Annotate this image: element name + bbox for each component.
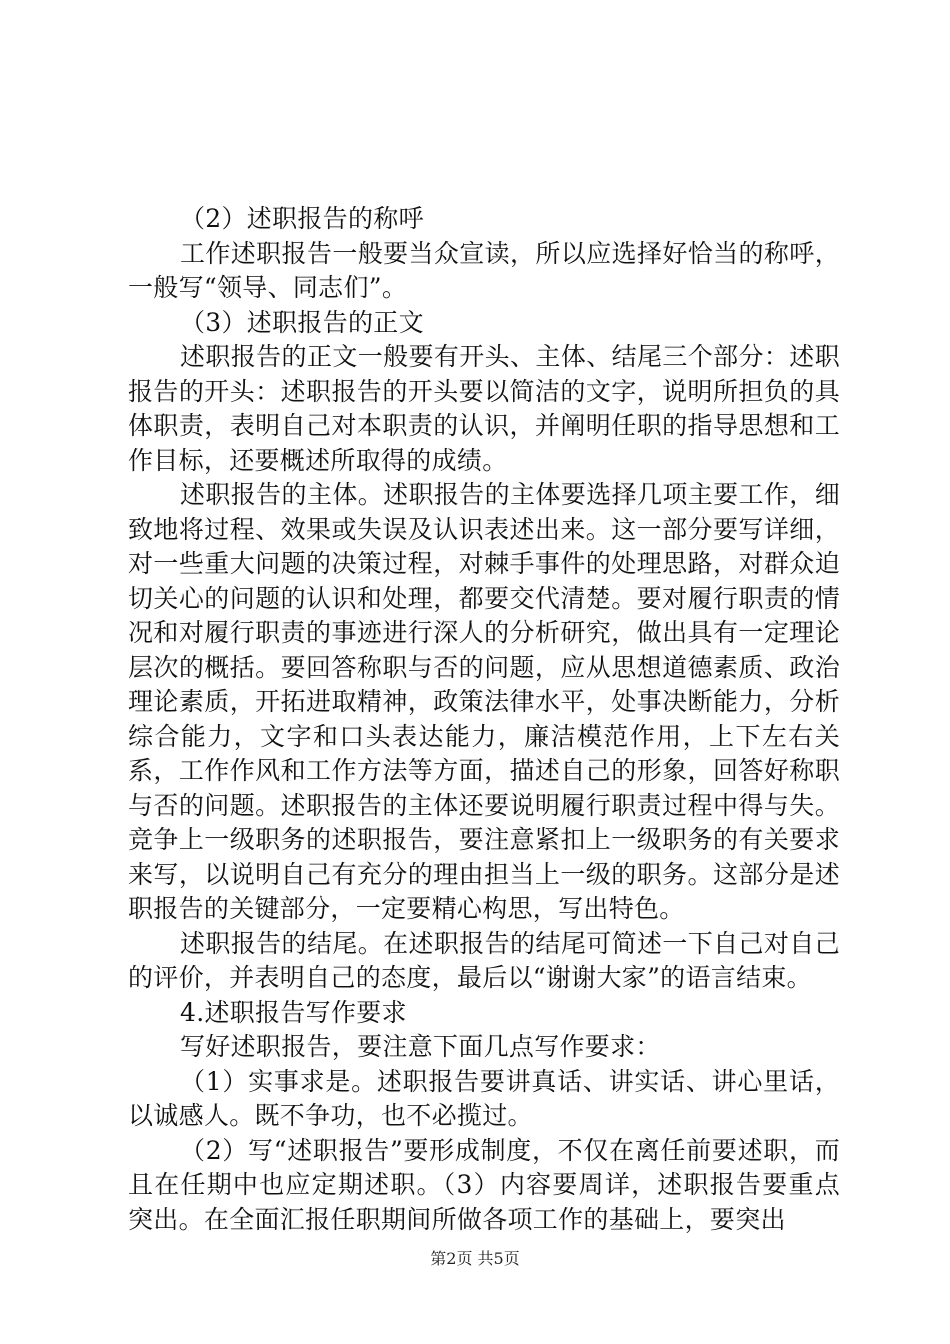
section-heading-main-text: （3）述职报告的正文 [180, 307, 424, 337]
paragraph-main-text-intro: 述职报告的正文一般要有开头、主体、结尾三个部分：述职报告的开头：述职报告的开头要以简洁的文字，说明所担负的具体职责，表明自己对本职责的认识，并阐明任职的指导思想和工作目标，还要概述所取得的成绩。 [128, 342, 840, 475]
page-footer: 第2页 共5页 [430, 1249, 520, 1268]
paragraph-requirement-2-3: （2）写“述职报告”要形成制度，不仅在离任前要述职，而且在任期中也应定期述职。（3）内容要周详，述职报告要重点突出。在全面汇报任职期间所做各项工作的基础上，要突出 [128, 1135, 840, 1234]
section-heading-writing-requirements: 4.述职报告写作要求 [180, 997, 407, 1027]
paragraph-main-body: 述职报告的主体。述职报告的主体要选择几项主要工作，细致地将过程、效果或失误及认识表述出来。这一部分要写详细，对一些重大问题的决策过程，对棘手事件的处理思路，对群众迫切关心的问题的认识和处理，都要交代清楚。要对履行职责的情况和对履行职责的事迹进行深人的分析研究，做出具有一定理论层次的概括。要回答称职与否的问题，应从思想道德素质、政治理论素质，开拓进取精神，政策法律水平，处事决断能力，分析综合能力，文字和口头表达能力，廉洁模范作用，上下左右关系，工作作风和工作方法等方面，描述自己的形象，回答好称职与否的问题。述职报告的主体还要说明履行职责过程中得与失。竞争上一级职务的述职报告，要注意紧扣上一级职务的有关要求来写，以说明自己有充分的理由担当上一级的职务。这部分是述职报告的关键部分，一定要精心构思，写出特色。 [128, 480, 840, 923]
document-body [128, 202, 840, 1237]
section-heading-salutation: （2）述职报告的称呼 [180, 204, 424, 233]
paragraph-requirements-intro: 写好述职报告，要注意下面几点写作要求： [180, 1032, 661, 1061]
paragraph-ending: 述职报告的结尾。在述职报告的结尾可简述一下自己对自己的评价，并表明自己的态度，最后以“谢谢大家”的语言结束。 [128, 928, 840, 992]
paragraph-salutation: 工作述职报告一般要当众宣读，所以应选择好恰当的称呼，一般写“领导、同志们”。 [128, 238, 840, 302]
paragraph-requirement-1: （1）实事求是。述职报告要讲真话、讲实话、讲心里话，以诚感人。既不争功，也不必揽过。 [128, 1066, 840, 1130]
